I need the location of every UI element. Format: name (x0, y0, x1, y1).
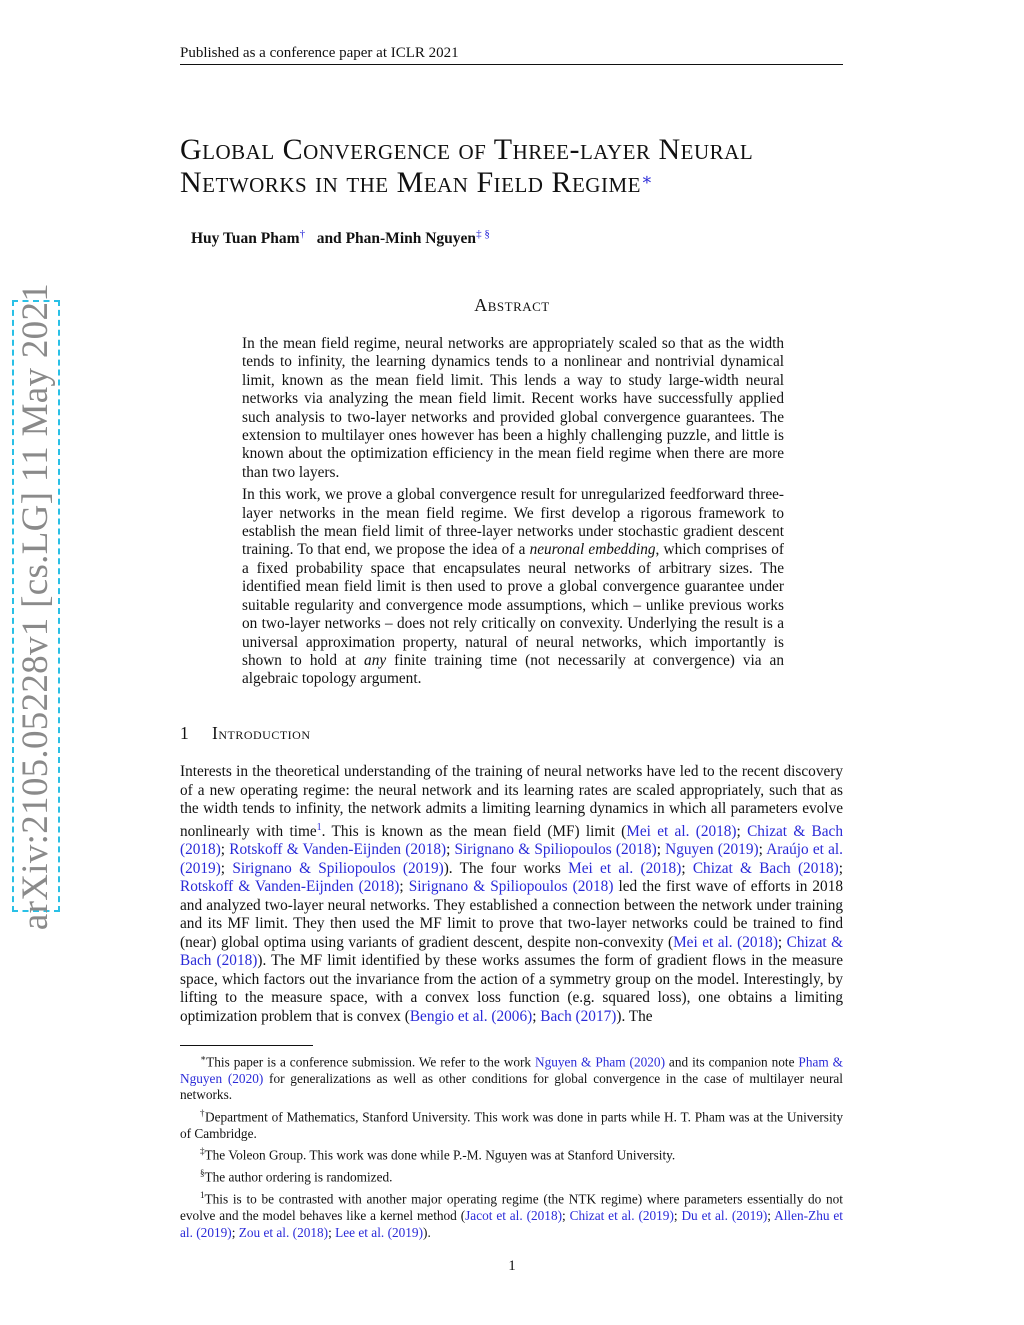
footnote-3: ‡The Voleon Group. This work was done while P.-M. Nguyen was at Stanford University. (200, 1146, 676, 1163)
footnote-4: §The author ordering is randomized. (200, 1168, 393, 1185)
author-1: Huy Tuan Pham (191, 230, 300, 248)
citation-year[interactable]: (2018) (615, 841, 657, 859)
citation-chizat[interactable]: Chizat & Bach (180, 933, 843, 970)
citation-year[interactable]: (2018) (797, 859, 839, 877)
introduction-paragraph: Interests in the theoretical understanding of the training of neural networks have led to the recent discovery of a new operating regime: the neural network and its learning rates are scaled appropriately, such that as the width tends to infinity, the network admits a limiting learning dynamics in which all parameters evolve nonlinearly with time$^1$. This is known as the mean field (MF) limit (Mei et al. (2018); Chizat & Bach (2018); Rotskoff & Vanden-Eijnden (2018); Sirignano & Spiliopoulos (2018); Nguyen (2019); Araújo et al. (2019); Sirignano & Spiliopoulos (2019)). The four works Mei et al. (2018); Chizat & Bach (2018); Rotskoff & Vanden-Eijnden (2018); Sirignano & Spiliopoulos (2018) led the first wave of efforts in 2018 and analyzed two-layer neural networks. They established a connection between the network under training and its MF limit. They then used the MF limit to prove that two-layer networks could be trained to find (near) global optima using variants of gradient descent, despite non-convexity (Mei et al. (2018); Chizat & Bach (2018)). The MF limit identified by these works assumes the form of gradient flows in the measure space, which factors out the invariance from the action of a symmetry group on the model. Interestingly, by lifting to the measure space, with a convex loss function (e.g. squared loss), one obtains a limiting optimization problem that is convex (Bengio et al. (2006); Bach (2017)). The (180, 763, 844, 1025)
citation-year[interactable]: (2018) (358, 878, 400, 896)
footnotes (180, 1050, 843, 1242)
introduction-body (180, 763, 843, 1026)
citation-year[interactable]: (2019) (196, 1224, 232, 1240)
citation-year[interactable]: (2006) (491, 1007, 533, 1025)
citation-nguyen[interactable]: Nguyen (665, 841, 714, 859)
running-header (180, 44, 843, 65)
page-number: 1 (508, 1258, 516, 1274)
author-2: Phan-Minh Nguyen (345, 230, 477, 248)
citation-chizat-et-al[interactable]: Chizat et al. (569, 1208, 635, 1224)
citation-lee[interactable]: Lee et al. (335, 1224, 385, 1240)
citation-nguyen-pham[interactable]: Nguyen & Pham (535, 1054, 626, 1070)
citation-year[interactable]: (2018) (695, 822, 737, 840)
citation-allen-zhu[interactable]: Allen-Zhu et al. (180, 1208, 843, 1240)
citation-chizat[interactable]: Chizat & Bach (747, 822, 843, 840)
citation-year[interactable]: (2019) (717, 841, 759, 859)
author-conjunction: and (316, 230, 342, 248)
citation-pham-nguyen[interactable]: Pham & Nguyen (180, 1054, 843, 1086)
citation-sirignano[interactable]: Sirignano & Spiliopoulos (454, 841, 612, 859)
abstract-paragraph-2: In this work, we prove a global convergence result for unregularized feedforward three-layer networks in the mean field regime. We first develop a rigorous framework to establish the mean field limit of three-layer networks under stochastic gradient descent training. To that end, we propose the idea of a neuronal embedding, which comprises of a fixed probability space that encapsulates neural networks of arbitrary sizes. The identified mean field limit is then used to prove a global convergence guarantee under suitable regularity and convergence mode assumptions, which – unlike previous works on two-layer networks – does not rely critically on convexity. Underlying the result is a universal approximation property, natural of neural networks, which importantly is shown to hold at any finite training time (not necessarily at convergence) via an algebraic topology argument. (242, 486, 785, 688)
paper-title (180, 133, 860, 199)
citation-bach[interactable]: Bach (540, 1007, 572, 1025)
arxiv-id: arXiv:2105.05228v1 [cs.LG] 11 May 2021 (15, 282, 57, 930)
header-rule (180, 64, 843, 65)
title-line-2: Networks in the Mean Field Regime (180, 166, 641, 199)
citation-zou[interactable]: Zou et al. (238, 1224, 290, 1240)
footnote-2: †Department of Mathematics, Stanford University. This work was done in parts while H. T. Pham was at the University of Cambridge. (180, 1107, 843, 1141)
citation-year[interactable]: (2018) (737, 933, 778, 951)
title-line-1: Global Convergence of Three-layer Neural (180, 133, 754, 166)
citation-year[interactable]: (2018) (572, 878, 614, 896)
citation-chizat[interactable]: Chizat & Bach (692, 859, 791, 877)
citation-year[interactable]: (2018) (405, 841, 447, 859)
emphasis-any: any (364, 651, 387, 669)
citation-year[interactable]: (2018) (216, 952, 258, 970)
citation-araujo[interactable]: Araújo et al. (766, 841, 843, 859)
citation-year[interactable]: (2019) (387, 1224, 424, 1240)
author-1-mark[interactable]: † (299, 228, 306, 240)
footnote-rule (180, 1045, 313, 1046)
citation-sirignano[interactable]: Sirignano & Spiliopoulos (408, 878, 568, 896)
emphasis-neuronal-embedding: neuronal embedding (529, 541, 656, 559)
citation-year[interactable]: (2018) (640, 859, 682, 877)
author-list (191, 228, 490, 248)
citation-year[interactable]: (2018) (180, 841, 221, 859)
citation-year[interactable]: (2017) (575, 1007, 617, 1025)
citation-year[interactable]: (2018) (292, 1224, 329, 1240)
citation-rotskoff[interactable]: Rotskoff & Vanden-Eijnden (180, 878, 354, 896)
footnote-1: ∗This paper is a conference submission. We refer to the work Nguyen & Pham (2020) and its companion note Pham & Nguyen (2020) for generalizations as well as other conditions for global convergence in the case of multilayer neural networks. (180, 1053, 843, 1103)
citation-year[interactable]: (2019) (731, 1208, 768, 1224)
header-text: Published as a conference paper at ICLR 2021 (180, 45, 459, 61)
citation-mei[interactable]: Mei et al. (626, 822, 690, 840)
citation-rotskoff[interactable]: Rotskoff & Vanden-Eijnden (229, 841, 402, 859)
citation-year[interactable]: (2020) (629, 1054, 665, 1070)
citation-year[interactable]: (2019) (180, 859, 221, 877)
abstract-paragraph-1: In the mean field regime, neural networks are appropriately scaled so that as the width tends to infinity, the learning dynamics tends to a nonlinear and nontrivial dynamical limit, known as the mean field limit. This lends a way to study large-width neural networks via analyzing the mean field limit. Recent works have successfully applied such analysis to two-layer networks and provided global convergence guarantees. The extension to multilayer ones however has been a highly challenging puzzle, and little is known about the optimization efficiency in the mean field regime when there are more than two layers. (242, 335, 784, 481)
citation-year[interactable]: (2020) (227, 1070, 264, 1086)
citation-sirignano[interactable]: Sirignano & Spiliopoulos (232, 859, 396, 877)
abstract-heading: Abstract (474, 295, 550, 315)
citation-bengio[interactable]: Bengio et al. (409, 1007, 488, 1025)
citation-du[interactable]: Du et al. (681, 1208, 728, 1224)
title-footnote-mark[interactable]: ∗ (640, 170, 654, 189)
citation-mei[interactable]: Mei et al. (673, 933, 733, 951)
author-2-mark[interactable]: ‡ § (476, 228, 490, 240)
section-title: Introduction (212, 723, 311, 743)
section-number: 1 (180, 723, 190, 743)
abstract-body (242, 335, 784, 693)
citation-mei[interactable]: Mei et al. (568, 859, 634, 877)
section-heading-introduction (180, 723, 311, 744)
footnote-5: $^1$This is to be contrasted with another major operating regime (the NTK regime) where parameters essentially do not evolve and the model behaves like a kernel method (Jacot et al. (2018); Chizat et al. (2019); Du et al. (2019); Allen-Zhu et al. (2019); Zou et al. (2018); Lee et al. (2019)). (180, 1190, 843, 1240)
citation-jacot[interactable]: Jacot et al. (465, 1208, 523, 1224)
footnote-ref-1[interactable]: 1 (316, 821, 322, 833)
citation-year[interactable]: (2019) (638, 1208, 674, 1224)
citation-year[interactable]: (2018) (526, 1208, 563, 1224)
citation-year[interactable]: (2019) (402, 859, 444, 877)
arxiv-sidebar-stamp (12, 282, 60, 930)
